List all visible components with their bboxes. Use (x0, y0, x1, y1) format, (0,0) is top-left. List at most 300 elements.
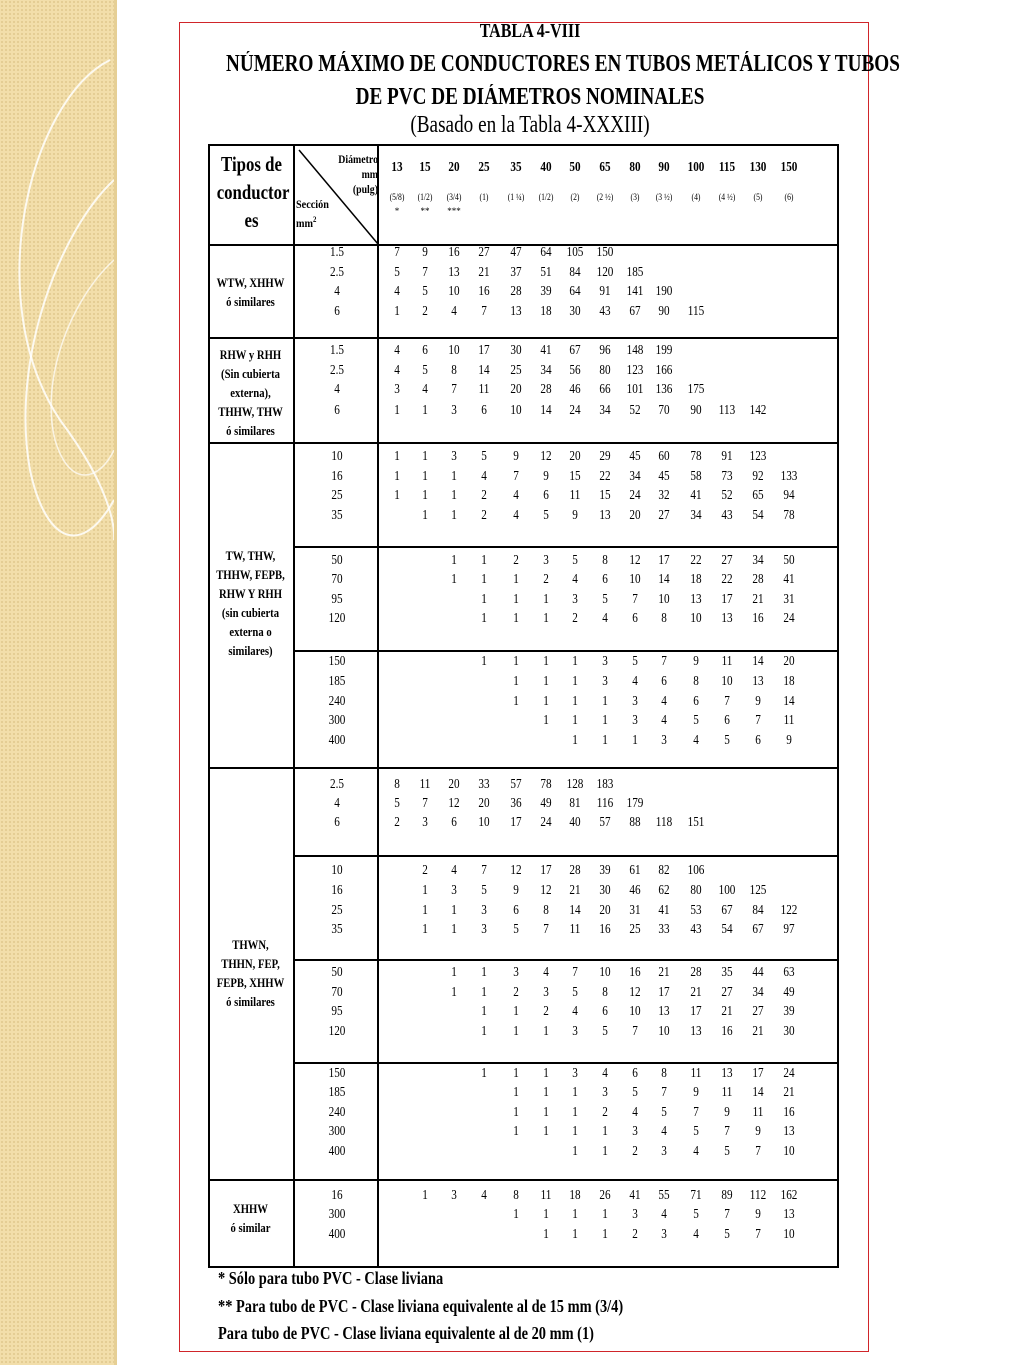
conductor-count-cell: 13 (752, 674, 764, 689)
conductor-count-cell: 4 (422, 382, 428, 397)
conductor-count-cell: 9 (422, 245, 428, 260)
conductor-count-cell: 30 (783, 1024, 795, 1039)
conductor-count-cell: 1 (451, 469, 457, 484)
conductor-count-cell: 1 (602, 713, 608, 728)
conductor-count-cell: 3 (572, 592, 578, 607)
section-cell: 2.5 (330, 363, 344, 378)
section-cell: 6 (334, 304, 340, 319)
conductor-group-label (216, 1199, 286, 1237)
header-diameter-line: Diámetro (338, 152, 378, 166)
conductor-count-cell: 11 (752, 1105, 764, 1120)
conductor-count-cell: 7 (632, 1024, 638, 1039)
conductor-count-cell: 18 (690, 572, 702, 587)
conductor-count-cell: 2 (513, 553, 519, 568)
conductor-count-cell: 1 (513, 1085, 519, 1100)
diameter-in: (3 ½) (655, 192, 673, 202)
conductor-count-cell: 8 (394, 777, 400, 792)
section-cell: 400 (328, 733, 346, 748)
footnote-2: ** Para tubo de PVC - Clase liviana equivalente al de 15 mm (3/4) (218, 1296, 624, 1316)
conductor-label-line: externa o (229, 624, 272, 639)
conductor-count-cell: 12 (540, 449, 552, 464)
diameter-in: (6) (784, 192, 794, 202)
conductor-count-cell: 3 (543, 553, 549, 568)
conductor-count-cell: 17 (690, 1004, 702, 1019)
conductor-count-cell: 6 (602, 1004, 608, 1019)
conductor-count-cell: 4 (602, 611, 608, 626)
diameter-in: (4 ½) (718, 192, 736, 202)
conductor-count-cell: 8 (543, 903, 549, 918)
diameter-in: (1/2) (538, 192, 554, 202)
conductor-count-cell: 80 (599, 363, 611, 378)
conductor-count-cell: 70 (658, 403, 670, 418)
conductor-count-cell: 34 (540, 363, 552, 378)
conductor-count-cell: 1 (513, 1024, 519, 1039)
conductor-count-cell: 116 (596, 796, 614, 811)
conductor-count-cell: 5 (572, 553, 578, 568)
conductor-count-cell: 2 (422, 863, 428, 878)
conductor-count-cell: 51 (540, 265, 552, 280)
section-cell: 16 (331, 1188, 343, 1203)
conductor-count-cell: 136 (655, 382, 673, 397)
conductor-count-cell: 5 (602, 1024, 608, 1039)
conductor-count-cell: 3 (661, 1144, 667, 1159)
conductor-count-cell: 5 (693, 713, 699, 728)
conductor-count-cell: 3 (513, 965, 519, 980)
conductor-count-cell: 5 (693, 1207, 699, 1222)
conductor-count-cell: 4 (572, 572, 578, 587)
conductor-count-cell: 7 (661, 654, 667, 669)
subgroup-divider (293, 855, 839, 857)
conductor-count-cell: 84 (569, 265, 581, 280)
conductor-count-cell: 45 (629, 449, 641, 464)
conductor-count-cell: 10 (510, 403, 522, 418)
conductor-label-line: THHW, FEPB, (216, 567, 285, 582)
conductor-count-cell: 17 (478, 343, 490, 358)
conductor-count-cell: 11 (783, 713, 795, 728)
conductor-count-cell: 64 (569, 284, 581, 299)
conductor-count-cell: 123 (749, 449, 767, 464)
conductor-count-cell: 123 (626, 363, 644, 378)
conductor-count-cell: 11 (540, 1188, 552, 1203)
section-cell: 120 (328, 1024, 346, 1039)
conductor-group-label (216, 345, 286, 440)
conductor-count-cell: 9 (755, 694, 761, 709)
conductor-count-cell: 1 (602, 1144, 608, 1159)
conductor-label-line: (Sin cubierta (221, 366, 280, 381)
conductor-count-cell: 27 (478, 245, 490, 260)
conductor-count-cell: 20 (569, 449, 581, 464)
conductor-count-cell: 27 (752, 1004, 764, 1019)
conductor-count-cell: 25 (629, 922, 641, 937)
conductor-count-cell: 1 (513, 1207, 519, 1222)
diameter-mm-40: 40 (540, 160, 552, 175)
conductor-count-cell: 28 (540, 382, 552, 397)
conductor-group-label (216, 935, 286, 1011)
conductor-count-cell: 4 (481, 469, 487, 484)
conductor-count-cell: 17 (658, 985, 670, 1000)
conductor-count-cell: 1 (572, 1227, 578, 1242)
conductor-count-cell: 1 (394, 449, 400, 464)
conductor-count-cell: 7 (755, 1144, 761, 1159)
conductor-count-cell: 67 (629, 304, 641, 319)
conductor-count-cell: 105 (566, 245, 584, 260)
section-cell: 70 (331, 572, 343, 587)
conductor-count-cell: 5 (481, 449, 487, 464)
conductor-count-cell: 54 (752, 508, 764, 523)
conductor-count-cell: 115 (687, 304, 705, 319)
conductor-count-cell: 1 (451, 922, 457, 937)
conductor-count-cell: 10 (783, 1227, 795, 1242)
conductor-count-cell: 1 (451, 553, 457, 568)
conductor-group-label (216, 273, 286, 311)
conductor-count-cell: 3 (632, 1124, 638, 1139)
conductor-count-cell: 10 (629, 1004, 641, 1019)
conductor-count-cell: 7 (451, 382, 457, 397)
conductor-count-cell: 80 (690, 883, 702, 898)
conductor-count-cell: 29 (599, 449, 611, 464)
conductor-count-cell: 57 (510, 777, 522, 792)
conductor-count-cell: 11 (569, 922, 581, 937)
conductor-count-cell: 7 (422, 796, 428, 811)
conductor-count-cell: 81 (569, 796, 581, 811)
conductor-count-cell: 7 (755, 713, 761, 728)
section-cell: 4 (334, 796, 340, 811)
conductor-count-cell: 27 (658, 508, 670, 523)
conductor-count-cell: 67 (752, 922, 764, 937)
conductor-count-cell: 179 (626, 796, 644, 811)
conductor-count-cell: 67 (569, 343, 581, 358)
conductor-count-cell: 2 (632, 1227, 638, 1242)
conductor-count-cell: 1 (394, 403, 400, 418)
subgroup-divider (293, 546, 839, 548)
section-cell: 6 (334, 403, 340, 418)
conductor-count-cell: 57 (599, 815, 611, 830)
conductor-count-cell: 6 (602, 572, 608, 587)
conductor-count-cell: 12 (510, 863, 522, 878)
section-cell: 300 (328, 1207, 346, 1222)
conductor-label-line: (sin cubierta (221, 605, 280, 620)
conductor-count-cell: 22 (721, 572, 733, 587)
diameter-in: (1 ¼) (507, 192, 525, 202)
decorative-sidebar (0, 0, 114, 1365)
conductor-count-cell: 8 (693, 674, 699, 689)
header-tipos-line: conductor (216, 180, 290, 204)
conductor-count-cell: 55 (658, 1188, 670, 1203)
conductor-label-line: RHW Y RHH (219, 586, 282, 601)
conductor-count-cell: 4 (661, 1124, 667, 1139)
conductor-count-cell: 7 (755, 1227, 761, 1242)
conductor-count-cell: 10 (448, 343, 460, 358)
conductor-count-cell: 6 (724, 713, 730, 728)
conductor-count-cell: 1 (481, 553, 487, 568)
conductor-count-cell: 9 (513, 883, 519, 898)
header-conductor-types (216, 150, 290, 234)
conductor-count-cell: 7 (543, 922, 549, 937)
conductor-count-cell: 12 (540, 883, 552, 898)
conductor-count-cell: 2 (543, 572, 549, 587)
group-divider (208, 337, 839, 339)
conductor-count-cell: 35 (721, 965, 733, 980)
conductor-count-cell: 1 (572, 1124, 578, 1139)
conductor-count-cell: 3 (422, 815, 428, 830)
conductor-count-cell: 94 (783, 488, 795, 503)
conductor-label-line: WTW, XHHW (216, 275, 285, 290)
conductor-count-cell: 1 (543, 694, 549, 709)
conductor-count-cell: 1 (543, 674, 549, 689)
conductor-count-cell: 3 (661, 1227, 667, 1242)
conductor-count-cell: 5 (513, 922, 519, 937)
conductor-count-cell: 4 (632, 1105, 638, 1120)
conductor-count-cell: 46 (569, 382, 581, 397)
conductor-count-cell: 6 (543, 488, 549, 503)
conductor-count-cell: 18 (783, 674, 795, 689)
section-cell: 95 (331, 1004, 343, 1019)
conductor-count-cell: 39 (599, 863, 611, 878)
conductor-count-cell: 1 (422, 903, 428, 918)
conductor-count-cell: 3 (632, 713, 638, 728)
conductor-count-cell: 4 (661, 1207, 667, 1222)
conductor-label-line: THHN, FEP, (221, 956, 280, 971)
conductor-count-cell: 28 (752, 572, 764, 587)
conductor-count-cell: 90 (658, 304, 670, 319)
diameter-mm-90: 90 (658, 160, 670, 175)
conductor-count-cell: 21 (783, 1085, 795, 1100)
conductor-count-cell: 92 (752, 469, 764, 484)
conductor-count-cell: 97 (783, 922, 795, 937)
conductor-count-cell: 1 (513, 1066, 519, 1081)
header-section-label: Sección (296, 197, 329, 211)
conductor-count-cell: 16 (752, 611, 764, 626)
conductor-count-cell: 34 (629, 469, 641, 484)
conductor-count-cell: 5 (602, 592, 608, 607)
conductor-count-cell: 166 (655, 363, 673, 378)
conductor-count-cell: 5 (632, 654, 638, 669)
conductor-count-cell: 4 (693, 1227, 699, 1242)
table-right-border (837, 144, 839, 1268)
conductor-count-cell: 1 (602, 733, 608, 748)
conductor-count-cell: 5 (422, 363, 428, 378)
conductor-count-cell: 1 (394, 469, 400, 484)
conductor-count-cell: 2 (422, 304, 428, 319)
conductor-count-cell: 64 (540, 245, 552, 260)
section-cell: 185 (328, 674, 346, 689)
conductor-count-cell: 151 (687, 815, 705, 830)
conductor-count-cell: 11 (478, 382, 490, 397)
conductor-count-cell: 13 (721, 611, 733, 626)
header-tipos-line: es (244, 208, 259, 232)
section-cell: 400 (328, 1227, 346, 1242)
conductor-label-line: RHW y RHH (219, 347, 282, 362)
conductor-count-cell: 1 (572, 1085, 578, 1100)
section-cell: 35 (331, 922, 343, 937)
conductor-count-cell: 16 (721, 1024, 733, 1039)
diameter-in: (2) (570, 192, 580, 202)
conductor-count-cell: 34 (752, 985, 764, 1000)
conductor-count-cell: 41 (540, 343, 552, 358)
conductor-count-cell: 1 (572, 654, 578, 669)
group-divider (208, 1179, 839, 1181)
conductor-count-cell: 5 (543, 508, 549, 523)
conductor-count-cell: 3 (451, 449, 457, 464)
conductor-count-cell: 1 (543, 713, 549, 728)
conductor-count-cell: 1 (481, 1066, 487, 1081)
conductor-count-cell: 2 (394, 815, 400, 830)
conductor-count-cell: 17 (658, 553, 670, 568)
section-cell: 1.5 (330, 245, 344, 260)
conductor-count-cell: 1 (422, 508, 428, 523)
conductor-count-cell: 28 (690, 965, 702, 980)
conductor-count-cell: 3 (481, 922, 487, 937)
conductor-count-cell: 1 (451, 965, 457, 980)
conductor-count-cell: 122 (780, 903, 798, 918)
conductor-count-cell: 9 (693, 654, 699, 669)
conductor-count-cell: 7 (661, 1085, 667, 1100)
conductor-count-cell: 71 (690, 1188, 702, 1203)
conductor-count-cell: 1 (481, 1004, 487, 1019)
conductor-count-cell: 56 (569, 363, 581, 378)
conductor-count-cell: 4 (394, 284, 400, 299)
conductor-count-cell: 12 (629, 985, 641, 1000)
section-cell: 240 (328, 694, 346, 709)
conductor-count-cell: 41 (658, 903, 670, 918)
conductor-count-cell: 4 (602, 1066, 608, 1081)
conductor-count-cell: 14 (752, 654, 764, 669)
conductor-count-cell: 63 (783, 965, 795, 980)
conductor-count-cell: 3 (451, 883, 457, 898)
conductor-count-cell: 4 (632, 674, 638, 689)
conductor-count-cell: 21 (690, 985, 702, 1000)
conductor-count-cell: 25 (510, 363, 522, 378)
conductor-count-cell: 128 (566, 777, 584, 792)
conductor-count-cell: 20 (783, 654, 795, 669)
conductor-count-cell: 1 (481, 572, 487, 587)
diameter-mark: * (394, 206, 400, 216)
conductor-count-cell: 1 (394, 304, 400, 319)
conductor-count-cell: 1 (513, 611, 519, 626)
conductor-count-cell: 1 (451, 903, 457, 918)
conductor-count-cell: 7 (724, 1124, 730, 1139)
conductor-count-cell: 162 (780, 1188, 798, 1203)
table-left-border (208, 144, 210, 1268)
conductor-count-cell: 11 (690, 1066, 702, 1081)
diameter-mm-65: 65 (599, 160, 611, 175)
section-cell: 35 (331, 508, 343, 523)
conductor-count-cell: 1 (543, 1105, 549, 1120)
section-cell: 400 (328, 1144, 346, 1159)
conductor-count-cell: 14 (478, 363, 490, 378)
conductor-count-cell: 65 (752, 488, 764, 503)
section-cell: 4 (334, 284, 340, 299)
conductor-count-cell: 4 (693, 733, 699, 748)
conductor-count-cell: 1 (422, 883, 428, 898)
conductor-count-cell: 1 (543, 1085, 549, 1100)
conductor-count-cell: 5 (661, 1105, 667, 1120)
table-col-divider-1 (293, 144, 295, 1268)
section-cell: 95 (331, 592, 343, 607)
conductor-count-cell: 1 (513, 1004, 519, 1019)
conductor-count-cell: 1 (513, 1124, 519, 1139)
conductor-count-cell: 5 (724, 733, 730, 748)
conductor-count-cell: 78 (690, 449, 702, 464)
conductor-count-cell: 6 (661, 674, 667, 689)
conductor-count-cell: 1 (513, 654, 519, 669)
conductor-count-cell: 24 (569, 403, 581, 418)
section-cell: 4 (334, 382, 340, 397)
conductor-count-cell: 37 (510, 265, 522, 280)
conductor-count-cell: 14 (658, 572, 670, 587)
conductor-count-cell: 24 (783, 611, 795, 626)
conductor-count-cell: 1 (513, 674, 519, 689)
conductor-count-cell: 20 (478, 796, 490, 811)
conductor-count-cell: 13 (599, 508, 611, 523)
conductor-count-cell: 1 (543, 1024, 549, 1039)
conductor-count-cell: 4 (451, 863, 457, 878)
section-cell: 70 (331, 985, 343, 1000)
conductor-count-cell: 21 (658, 965, 670, 980)
conductor-count-cell: 24 (629, 488, 641, 503)
footnote-3: Para tubo de PVC - Clase liviana equivalente al de 20 mm (1) (218, 1323, 594, 1343)
conductor-count-cell: 62 (658, 883, 670, 898)
conductor-count-cell: 43 (721, 508, 733, 523)
conductor-count-cell: 112 (749, 1188, 767, 1203)
conductor-count-cell: 73 (721, 469, 733, 484)
conductor-count-cell: 9 (693, 1085, 699, 1100)
conductor-count-cell: 1 (451, 572, 457, 587)
conductor-count-cell: 4 (572, 1004, 578, 1019)
diameter-in: (3) (630, 192, 640, 202)
diameter-mm-130: 130 (749, 160, 767, 175)
conductor-count-cell: 1 (543, 592, 549, 607)
conductor-count-cell: 50 (783, 553, 795, 568)
conductor-count-cell: 1 (394, 488, 400, 503)
section-cell: 185 (328, 1085, 346, 1100)
conductor-count-cell: 52 (721, 488, 733, 503)
conductor-count-cell: 1 (572, 674, 578, 689)
conductor-count-cell: 4 (513, 488, 519, 503)
conductor-count-cell: 15 (569, 469, 581, 484)
conductor-count-cell: 7 (513, 469, 519, 484)
conductor-count-cell: 1 (513, 592, 519, 607)
conductor-label-line: externa), (230, 385, 271, 400)
conductor-count-cell: 33 (478, 777, 490, 792)
section-cell: 50 (331, 965, 343, 980)
section-cell: 240 (328, 1105, 346, 1120)
conductor-count-cell: 6 (481, 403, 487, 418)
conductor-count-cell: 4 (481, 1188, 487, 1203)
conductor-count-cell: 6 (755, 733, 761, 748)
conductor-count-cell: 3 (451, 1188, 457, 1203)
conductor-count-cell: 10 (690, 611, 702, 626)
conductor-count-cell: 27 (721, 985, 733, 1000)
conductor-count-cell: 175 (687, 382, 705, 397)
conductor-label-line: FEPB, XHHW (216, 975, 285, 990)
conductor-count-cell: 30 (510, 343, 522, 358)
header-diameter-line: mm (361, 167, 378, 181)
conductor-label-line: ó similares (226, 423, 275, 438)
conductor-count-cell: 120 (596, 265, 614, 280)
header-section (296, 196, 347, 231)
conductor-count-cell: 41 (690, 488, 702, 503)
diameter-in: (5) (753, 192, 763, 202)
conductor-count-cell: 9 (786, 733, 792, 748)
conductor-count-cell: 36 (510, 796, 522, 811)
conductor-count-cell: 8 (451, 363, 457, 378)
conductor-count-cell: 141 (626, 284, 644, 299)
conductor-count-cell: 1 (451, 508, 457, 523)
conductor-count-cell: 13 (690, 1024, 702, 1039)
conductor-count-cell: 82 (658, 863, 670, 878)
conductor-count-cell: 9 (755, 1207, 761, 1222)
